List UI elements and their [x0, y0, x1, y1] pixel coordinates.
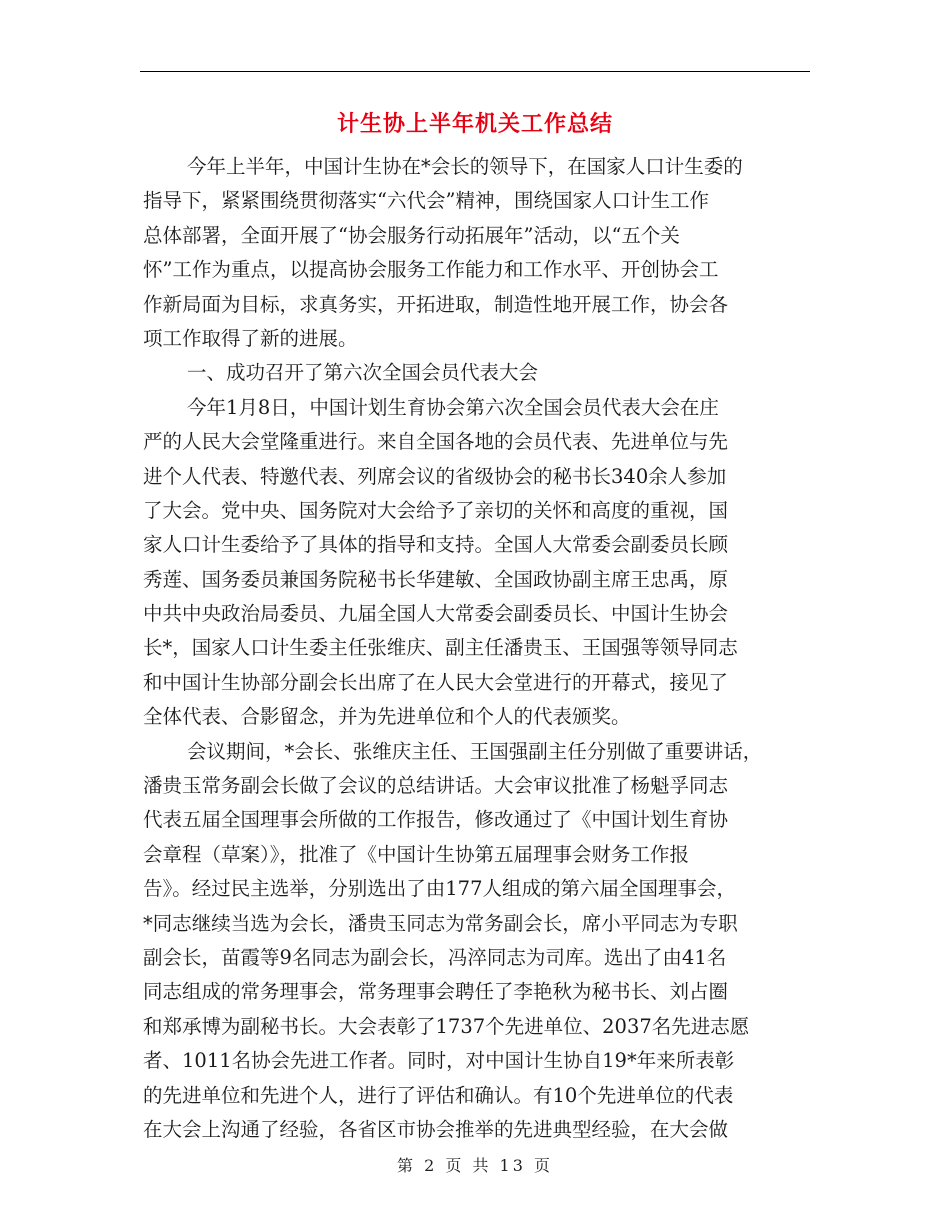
body-line: 的先进单位和先进个人，进行了评估和确认。有10个先进单位的代表 — [143, 1083, 734, 1107]
body-line: 家人口计生委给予了具体的指导和支持。全国人大常委会副委员长顾 — [143, 533, 729, 557]
body-line: 同志组成的常务理事会，常务理事会聘任了李艳秋为秘书长、刘占圈 — [143, 980, 729, 1004]
header-rule — [140, 71, 810, 72]
body-line: 和郑承博为副秘书长。大会表彰了1737个先进单位、2037名先进志愿 — [143, 1014, 750, 1038]
body-line: 会议期间，*会长、张维庆主任、王国强副主任分别做了重要讲话， — [187, 739, 763, 763]
body-line: 告》。经过民主选举，分别选出了由177人组成的第六届全国理事会， — [143, 877, 736, 901]
body-line: 会章程（草案）》，批准了《中国计生协第五届理事会财务工作报 — [143, 842, 690, 866]
body-line: 和中国计生协部分副会长出席了在人民大会堂进行的开幕式，接见了 — [143, 670, 729, 694]
body-line: 潘贵玉常务副会长做了会议的总结讲话。大会审议批准了杨魁孚同志 — [143, 774, 729, 798]
body-line: 全体代表、合影留念，并为先进单位和个人的代表颁奖。 — [143, 705, 631, 729]
body-line: 副会长，苗霞等9名同志为副会长，冯淬同志为司库。选出了由41名 — [143, 945, 727, 969]
body-line: 指导下，紧紧围绕贯彻落实“六代会”精神，围绕国家人口计生工作 — [143, 189, 709, 213]
body-line: 中共中央政治局委员、九届全国人大常委会副委员长、中国计生协会 — [143, 602, 729, 626]
body-line: 怀”工作为重点，以提高协会服务工作能力和工作水平、开创协会工 — [143, 258, 719, 282]
body-line: 了大会。党中央、国务院对大会给予了亲切的关怀和高度的重视，国 — [143, 498, 729, 522]
body-line: 严的人民大会堂隆重进行。来自全国各地的会员代表、先进单位与先 — [143, 430, 729, 454]
document-body — [143, 150, 808, 1147]
body-line: 在大会上沟通了经验，各省区市协会推举的先进典型经验，在大会做 — [143, 1117, 729, 1141]
body-line: 者、1011名协会先进工作者。同时，对中国计生协自19*年来所表彰 — [143, 1049, 735, 1073]
body-line: *同志继续当选为会长，潘贵玉同志为常务副会长，席小平同志为专职 — [143, 911, 738, 935]
body-line: 进个人代表、特邀代表、列席会议的省级协会的秘书长340余人参加 — [143, 464, 727, 488]
body-line: 项工作取得了新的进展。 — [143, 326, 358, 350]
body-line: 长*，国家人口计生委主任张维庆、副主任潘贵玉、王国强等领导同志 — [143, 636, 738, 660]
body-line: 一、成功召开了第六次全国会员代表大会 — [187, 361, 539, 385]
body-line: 总体部署，全面开展了“协会服务行动拓展年”活动，以“五个关 — [143, 223, 680, 247]
body-line: 今年上半年，中国计生协在*会长的领导下，在国家人口计生委的 — [187, 155, 743, 178]
body-line: 秀莲、国务委员兼国务院秘书长华建敏、全国政协副主席王忠禹，原 — [143, 567, 729, 591]
body-line: 代表五届全国理事会所做的工作报告，修改通过了《中国计划生育协 — [143, 808, 729, 832]
page-number: 第 2 页 共 13 页 — [397, 1156, 553, 1175]
body-line: 今年1月8日，中国计划生育协会第六次全国会员代表大会在庄 — [187, 395, 719, 419]
body-line: 作新局面为目标，求真务实，开拓进取，制造性地开展工作，协会各 — [143, 292, 729, 316]
document-title: 计生协上半年机关工作总结 — [336, 112, 613, 137]
